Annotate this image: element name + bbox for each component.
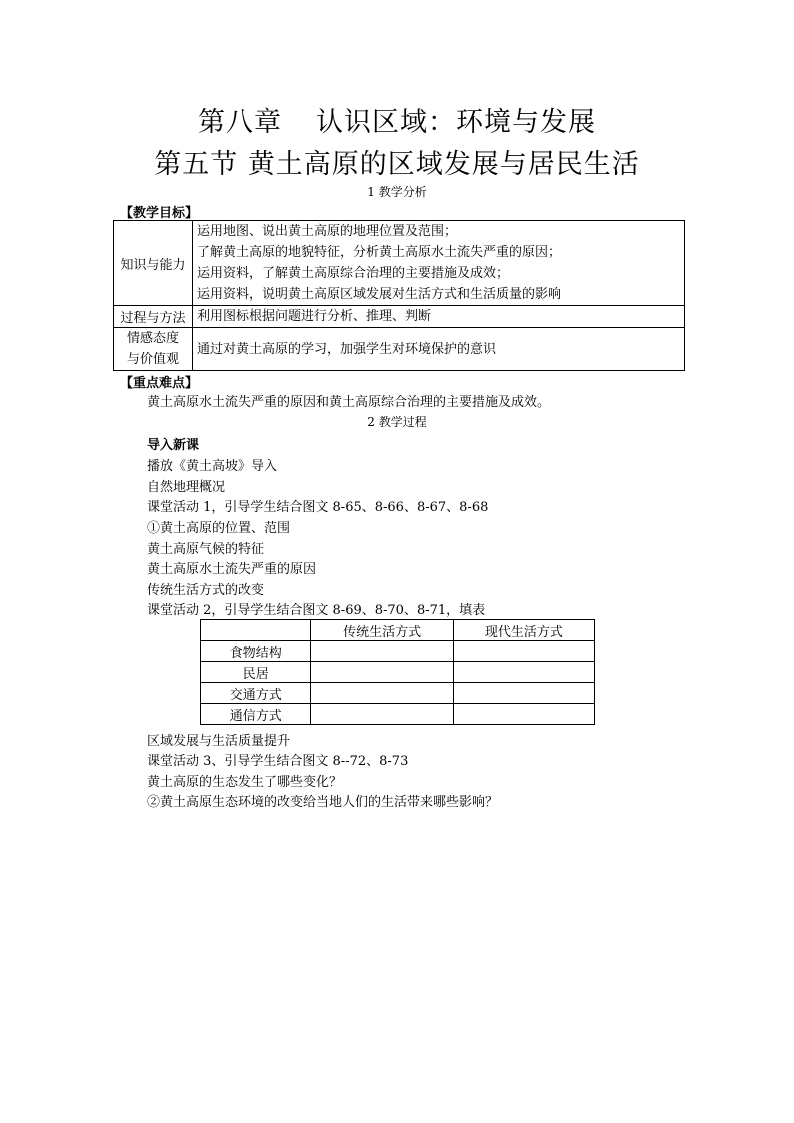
goal-row-process	[114, 306, 685, 328]
header-cell: 传统生活方式	[311, 620, 453, 641]
row-label-cell: 食物结构	[201, 641, 311, 662]
row-label-cell: 交通方式	[201, 683, 311, 704]
goal-label: 知识与能力	[120, 257, 186, 273]
process-line: 课堂活动 1，引导学生结合图文 8-65、8-66、8-67、8-68	[147, 500, 489, 515]
process-line: 黄土高原水土流失严重的原因	[147, 562, 317, 577]
row-label-cell: 民居	[201, 662, 311, 683]
goal-label: 过程与方法	[120, 311, 186, 326]
process-line: ②黄土高原生态环境的改变给当地人们的生活带来哪些影响？	[147, 795, 499, 810]
header-cell	[201, 620, 311, 641]
process-line: 自然地理概况	[147, 480, 226, 495]
empty-cell	[453, 641, 594, 662]
chapter-name: 认识区域：环境与发展	[316, 107, 596, 138]
key-points-label: 【重点难点】	[120, 376, 199, 391]
row-label-cell: 通信方式	[201, 704, 311, 725]
goal-content-cell	[193, 328, 685, 371]
process-line: 课堂活动 3、引导学生结合图文 8--72、8-73	[147, 754, 409, 769]
process-line: 播放《黄土高坡》导入	[147, 459, 278, 474]
goal-label: 情感态度	[126, 331, 179, 346]
header-cell: 现代生活方式	[453, 620, 594, 641]
process-line: 区域发展与生活质量提升	[147, 734, 291, 749]
goal-label-cell	[114, 221, 193, 306]
key-points-text: 黄土高原水土流失严重的原因和黄土高原综合治理的主要措施及成效。	[147, 395, 551, 410]
chapter-title	[0, 100, 794, 139]
process-line: 传统生活方式的改变	[147, 583, 265, 598]
lifestyle-table	[200, 619, 595, 725]
empty-cell	[311, 641, 453, 662]
goal-row-attitude	[114, 328, 685, 371]
empty-cell	[453, 683, 594, 704]
empty-cell	[453, 704, 594, 725]
goal-line: 运用地图、说出黄土高原的地理位置及范围；	[197, 224, 458, 239]
table-row	[201, 641, 595, 662]
goal-line: 运用资料，说明黄土高原区域发展对生活方式和生活质量的影响	[197, 287, 562, 302]
goal-row-knowledge	[114, 221, 685, 306]
goal-line: 运用资料，了解黄土高原综合治理的主要措施及成效；	[197, 266, 510, 281]
table-row	[201, 704, 595, 725]
goal-label: 与价值观	[126, 352, 179, 367]
part1-heading: 1 教学分析	[367, 185, 427, 199]
goal-label-cell	[114, 306, 193, 328]
empty-cell	[311, 704, 453, 725]
table-row	[201, 662, 595, 683]
process-line: 课堂活动 2，引导学生结合图文 8-69、8-70、8-71，填表	[147, 603, 486, 618]
process-line: 黄土高原的生态发生了哪些变化？	[147, 775, 343, 790]
teaching-goals-table	[113, 220, 685, 371]
chapter-number: 第八章	[198, 107, 282, 138]
goals-label: 【教学目标】	[120, 206, 199, 221]
section-title: 第五节 黄土高原的区域发展与居民生活	[154, 149, 640, 180]
goal-content-cell	[193, 221, 685, 306]
goal-content-cell	[193, 306, 685, 328]
part2-heading: 2 教学过程	[367, 415, 427, 429]
empty-cell	[311, 662, 453, 683]
empty-cell	[311, 683, 453, 704]
intro-heading: 导入新课	[147, 438, 200, 453]
goal-label-cell	[114, 328, 193, 371]
process-line: 黄土高原气候的特征	[147, 542, 265, 557]
empty-cell	[453, 662, 594, 683]
lifestyle-header-row	[201, 620, 595, 641]
process-line: ①黄土高原的位置、范围	[147, 521, 291, 536]
goal-line: 了解黄土高原的地貌特征，分析黄土高原水土流失严重的原因；	[197, 245, 562, 260]
table-row	[201, 683, 595, 704]
goal-line: 利用图标根据问题进行分析、推理、判断	[197, 309, 432, 324]
goal-line: 通过对黄土高原的学习，加强学生对环境保护的意识	[197, 341, 497, 357]
